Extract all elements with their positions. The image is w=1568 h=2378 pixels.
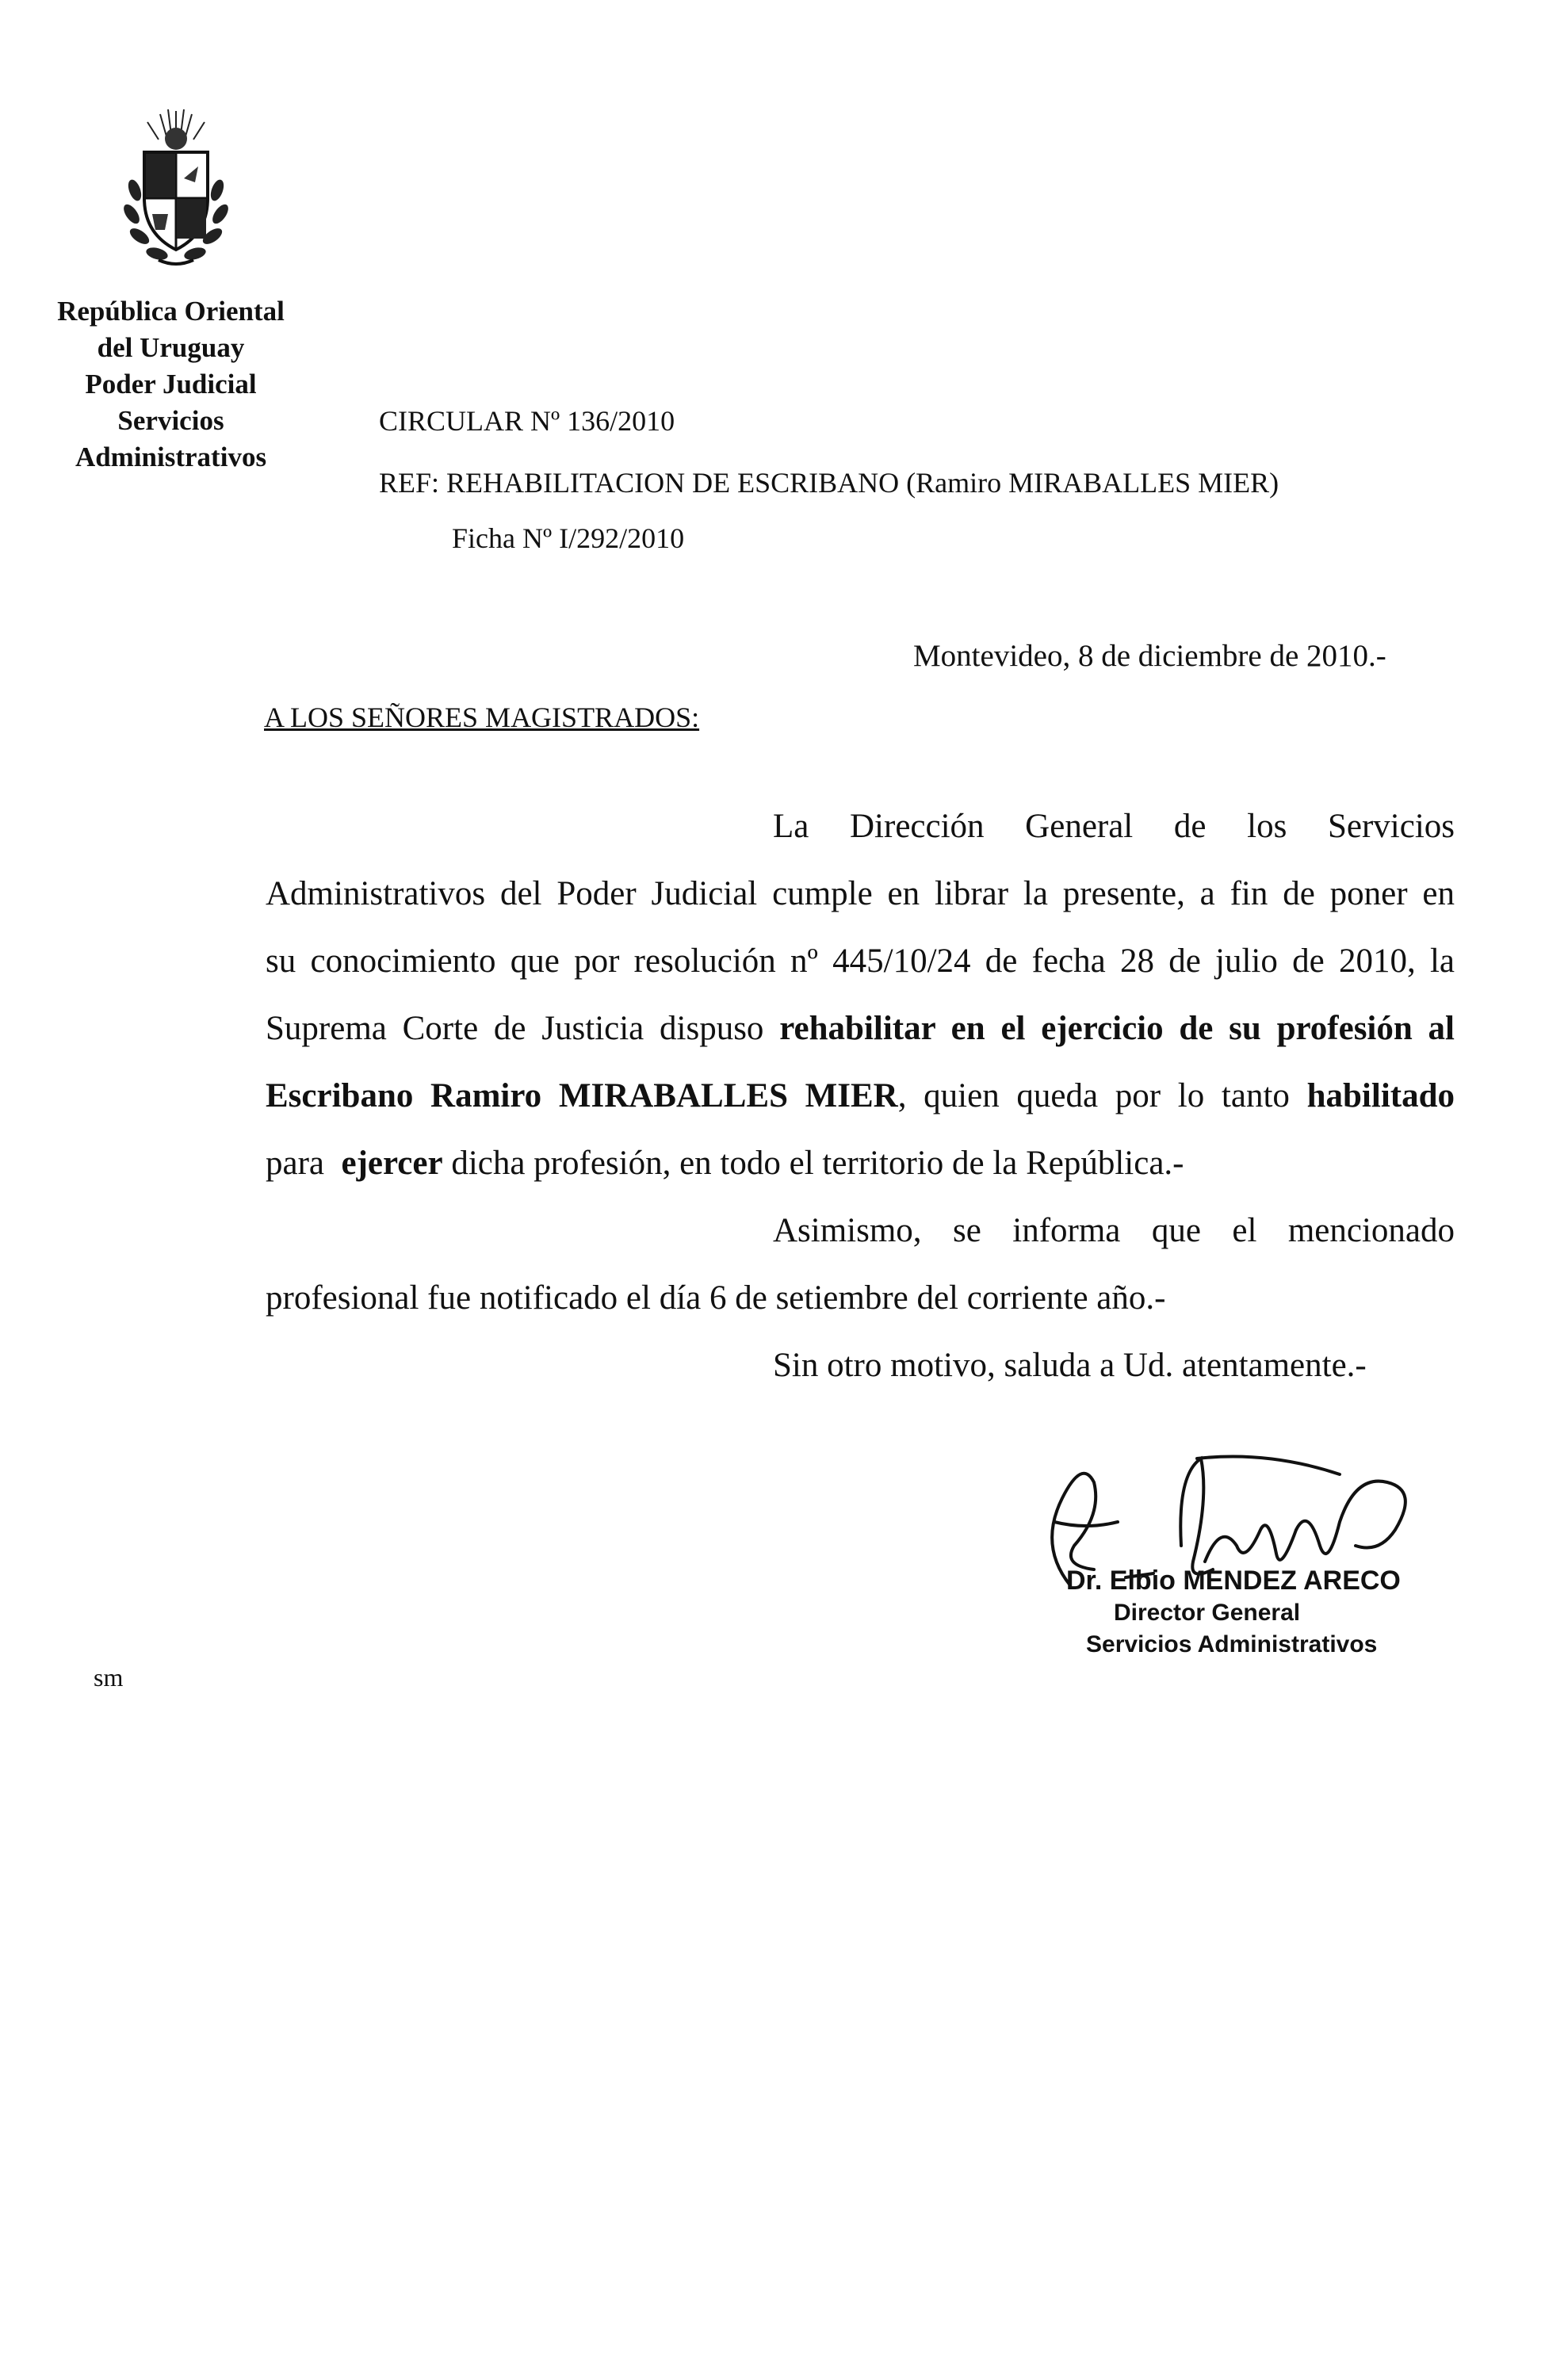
coat-of-arms-emblem	[111, 103, 242, 273]
salutation: A LOS SEÑORES MAGISTRADOS:	[264, 702, 700, 733]
letterhead-line: República Oriental	[57, 296, 285, 327]
paragraph-line	[266, 1130, 1184, 1197]
paragraph-line	[266, 1062, 1455, 1130]
text-run: dicha profesión, en todo el territorio de la República.-	[442, 1145, 1184, 1182]
letterhead	[38, 293, 304, 476]
paragraph-line	[266, 995, 1455, 1062]
paragraph-line: Asimismo, se informa que el mencionado	[773, 1212, 1455, 1249]
paragraph-line: profesional fue notificado el día 6 de setiembre del corriente año.-	[266, 1279, 1166, 1317]
letterhead-line: Poder Judicial	[85, 369, 257, 400]
letterhead-line: del Uruguay	[97, 332, 245, 363]
paragraph-line: Sin otro motivo, saluda a Ud. atentamente.-	[773, 1347, 1367, 1384]
bold-text-run: Escribano Ramiro MIRABALLES MIER	[266, 1077, 898, 1114]
paragraph-line: La Dirección General de los Servicios	[773, 808, 1455, 845]
ficha-number: Ficha Nº I/292/2010	[452, 522, 685, 554]
reference-line: REF: REHABILITACION DE ESCRIBANO (Ramiro MIRABALLES MIER)	[379, 467, 1279, 499]
bold-text-run: habilitado	[1306, 1077, 1455, 1114]
letterhead-line: Administrativos	[75, 442, 267, 472]
circular-number: CIRCULAR Nº 136/2010	[379, 405, 675, 437]
text-run: Suprema Corte de Justicia dispuso	[266, 1010, 780, 1047]
text-run: para	[266, 1145, 342, 1182]
paragraph-line: Administrativos del Poder Judicial cumple en librar la presente, a fin de poner en	[266, 875, 1455, 912]
letter-body	[266, 0, 1455, 1427]
signer-title: Director General	[1114, 1600, 1301, 1626]
paragraph-line: su conocimiento que por resolución nº 445/10/24 de fecha 28 de julio de 2010, la	[266, 942, 1455, 980]
bold-text-run: ejercer	[341, 1145, 443, 1182]
typist-initials: sm	[94, 1663, 124, 1692]
bold-text-run: rehabilitar en el ejercicio de su profesión al	[779, 1010, 1455, 1047]
date-line: Montevideo, 8 de diciembre de 2010.-	[913, 639, 1386, 673]
text-run: , quien queda por lo tanto	[897, 1077, 1307, 1114]
signer-name: Dr. Elbio MENDEZ ARECO	[1066, 1566, 1401, 1596]
signature-block	[1007, 1427, 1451, 1673]
letterhead-line: Servicios	[117, 405, 224, 436]
signer-department: Servicios Administrativos	[1086, 1631, 1378, 1657]
